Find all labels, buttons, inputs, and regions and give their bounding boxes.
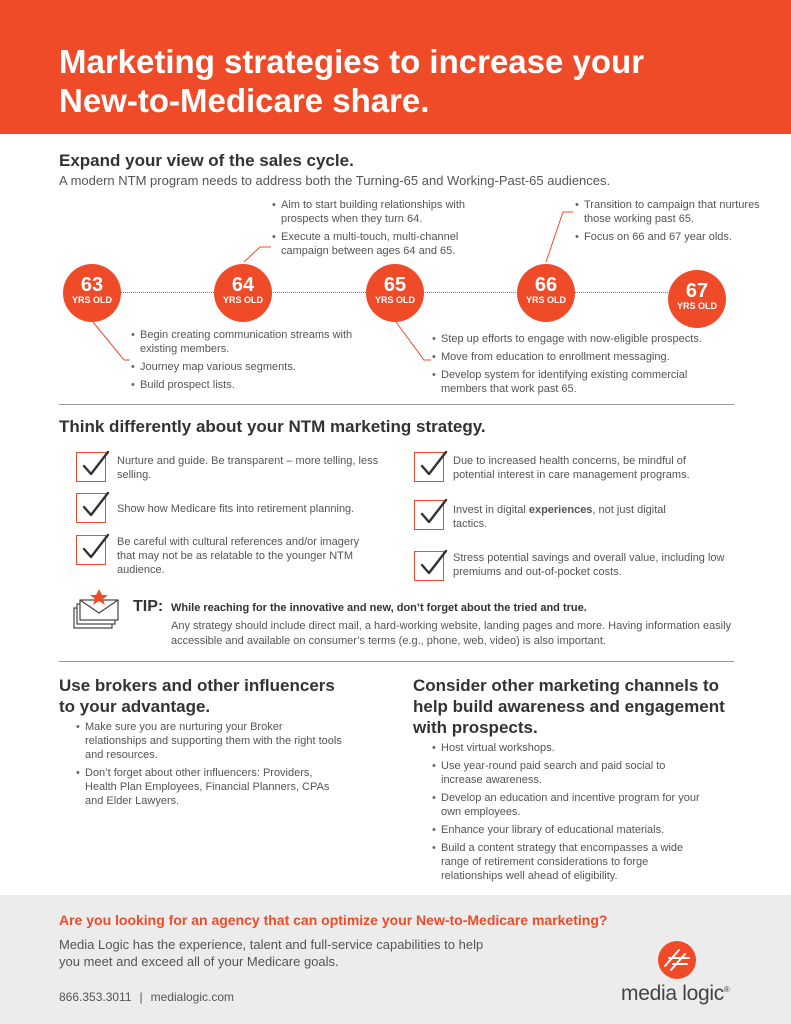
brokers-list	[76, 720, 346, 812]
registered-mark: ®	[723, 985, 730, 994]
tip-body: Any strategy should include direct mail, a hard-working website, landing pages and more. Having information easily accessible and available on consumer’s terms (e.g., phone, web, video) is also important.	[171, 620, 732, 647]
footer-cta: Are you looking for an agency that can optimize your New-to-Medicare marketing?	[59, 912, 608, 928]
strategy-right-1: Due to increased health concerns, be mindful of potential interest in care management programs.	[453, 455, 690, 481]
age-circle-65	[366, 264, 424, 322]
age-unit: YRS OLD	[222, 295, 263, 305]
list-item: • Host virtual workshops.	[432, 741, 702, 755]
list-item: • Begin creating communication streams with existing members.	[131, 328, 361, 356]
list-item: • Focus on 66 and 67 year olds.	[575, 230, 765, 244]
checkbox-icon	[76, 452, 106, 482]
list-item: • Transition to campaign that nurtures those working past 65.	[575, 198, 765, 226]
footer-body: Media Logic has the experience, talent and full-service capabilities to help you meet and exceed all of your Medicare goals.	[59, 937, 484, 969]
connector-63	[93, 322, 130, 360]
section-divider	[59, 661, 734, 662]
age-circle-63	[63, 264, 121, 322]
strategy-right-2-pre: Invest in digital	[453, 504, 529, 516]
media-logic-logo-icon	[657, 940, 697, 980]
sales-cycle-heading: Expand your view of the sales cycle.	[59, 151, 354, 170]
page-title-line-1: Marketing strategies to increase your	[59, 43, 645, 80]
notes-65-list	[432, 332, 732, 400]
tip-headline: While reaching for the innovative and new, don’t forget about the tried and true.	[171, 602, 587, 614]
list-item: • Step up efforts to engage with now-eligible prospects.	[432, 332, 732, 346]
brokers-heading-line-1: Use brokers and other influencers	[59, 676, 335, 695]
checkbox-icon	[414, 452, 444, 482]
checkbox-icon	[76, 535, 106, 565]
strategy-heading: Think differently about your NTM marketing strategy.	[59, 417, 486, 436]
age-unit: YRS OLD	[525, 295, 566, 305]
age-value: 67	[685, 280, 709, 302]
connector-66	[546, 212, 573, 262]
checkbox-icon	[76, 493, 106, 523]
logo-wordmark: media logic	[621, 982, 724, 1005]
connector-65	[396, 322, 431, 360]
strategy-right-2	[453, 503, 668, 531]
phone-number[interactable]: 866.353.3011	[59, 990, 132, 1004]
list-item: • Use year-round paid search and paid social to increase awareness.	[432, 759, 702, 787]
website-link[interactable]: medialogic.com	[150, 990, 235, 1004]
strategy-left-3: Be careful with cultural references and/or imagery that may not be as relatable to the younger NTM audience.	[117, 536, 360, 576]
list-item: • Develop an education and incentive program for your own employees.	[432, 791, 702, 819]
list-item: • Execute a multi-touch, multi-channel campaign between ages 64 and 65.	[272, 230, 507, 258]
age-circle-67	[668, 270, 726, 328]
contact-separator: |	[139, 990, 143, 1004]
age-value: 63	[80, 274, 104, 296]
channels-heading-line-2: help build awareness and engagement	[413, 697, 725, 716]
age-value: 64	[231, 274, 255, 296]
list-item: • Develop system for identifying existing commercial members that work past 65.	[432, 368, 732, 396]
connector-64	[244, 247, 271, 262]
list-item: • Aim to start building relationships with prospects when they turn 64.	[272, 198, 507, 226]
list-item: • Enhance your library of educational materials.	[432, 823, 702, 837]
strategy-right-3: Stress potential savings and overall value, including low premiums and out-of-pocket costs.	[453, 552, 725, 578]
channels-heading-line-1: Consider other marketing channels to	[413, 676, 720, 695]
list-item: • Don’t forget about other influencers: Providers, Health Plan Employees, Financial Planners, CPAs and Elder Lawyers.	[76, 766, 346, 808]
tip-label: TIP:	[133, 598, 164, 615]
list-item: • Journey map various segments.	[131, 360, 361, 374]
media-logic-logo-text	[621, 982, 730, 1006]
mail-icon	[70, 588, 120, 632]
strategy-right-2-bold: experiences	[528, 504, 593, 516]
brokers-heading-line-2: to your advantage.	[59, 697, 211, 716]
list-item: • Build a content strategy that encompasses a wide range of retirement considerations to forge relationships well ahead of eligibility.	[432, 841, 702, 883]
strategy-left-1: Nurture and guide. Be transparent – more telling, less selling.	[117, 455, 379, 481]
strategy-left-2: Show how Medicare fits into retirement planning.	[117, 503, 355, 515]
channels-list	[432, 741, 702, 887]
channels-heading	[413, 675, 753, 738]
section-divider	[59, 404, 734, 405]
brokers-heading	[59, 675, 379, 717]
age-value: 66	[534, 274, 558, 296]
age-unit: YRS OLD	[374, 295, 415, 305]
age-circle-64	[214, 264, 272, 322]
list-item: • Build prospect lists.	[131, 378, 361, 392]
channels-heading-line-3: with prospects.	[413, 718, 538, 737]
checkbox-icon	[414, 500, 444, 530]
checkbox-icon	[414, 551, 444, 581]
notes-63-list	[131, 328, 361, 396]
strategy-right-2-post: , not just digital tactics.	[453, 504, 666, 530]
contact-line	[59, 990, 234, 1004]
age-unit: YRS OLD	[676, 301, 717, 311]
age-value: 65	[383, 274, 407, 296]
sales-cycle-intro: A modern NTM program needs to address both the Turning-65 and Working-Past-65 audiences.	[59, 173, 611, 188]
list-item: • Move from education to enrollment messaging.	[432, 350, 732, 364]
age-unit: YRS OLD	[71, 295, 112, 305]
page-title-line-2: New-to-Medicare share.	[59, 82, 430, 119]
list-item: • Make sure you are nurturing your Broker relationships and supporting them with the right tools and resources.	[76, 720, 346, 762]
age-circle-66	[517, 264, 575, 322]
